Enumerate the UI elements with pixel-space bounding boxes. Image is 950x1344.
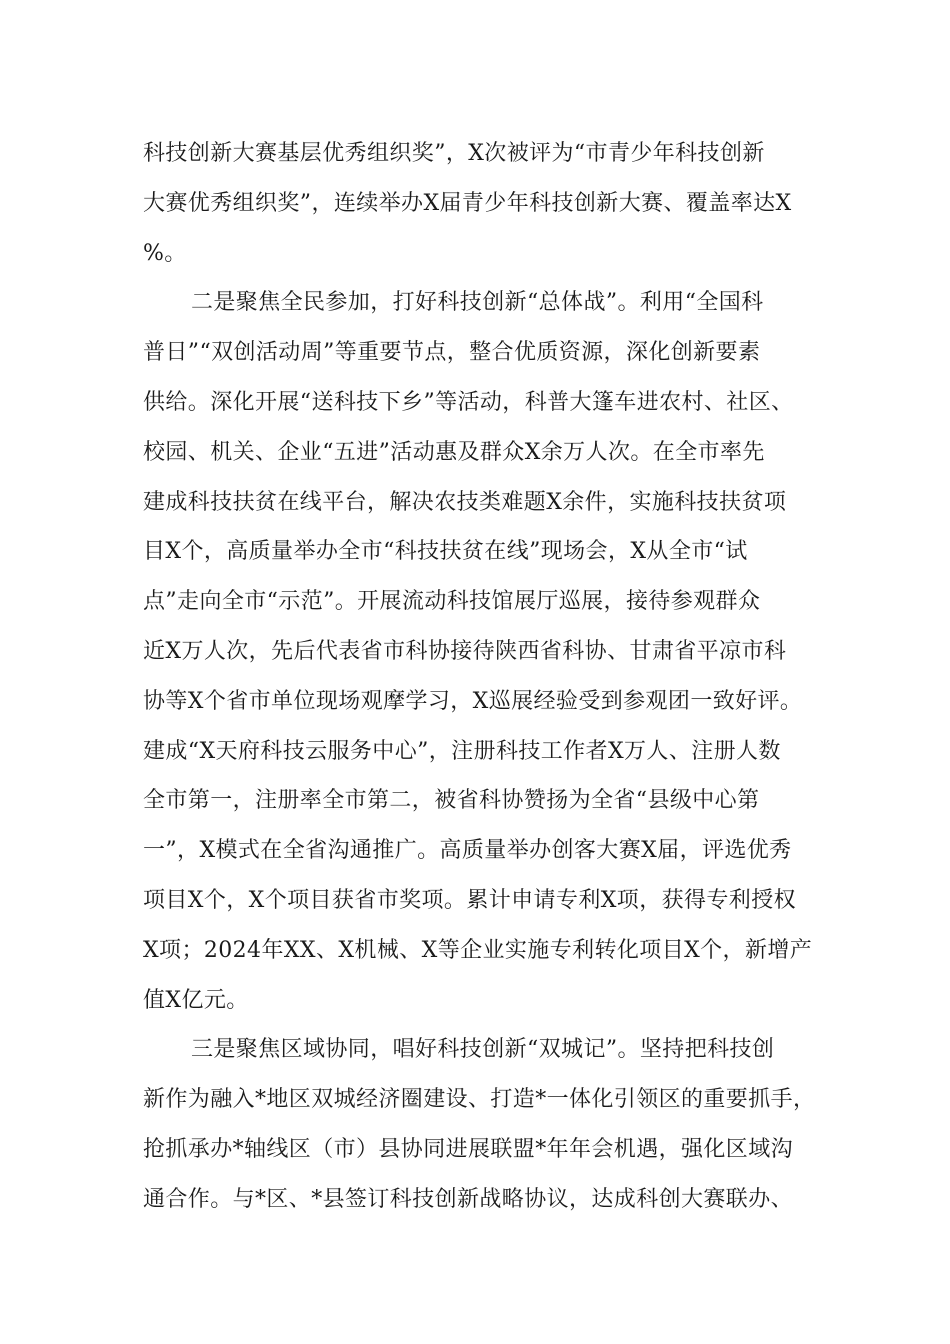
text-line: 科技创新大赛基层优秀组织奖”，X次被评为“市青少年科技创新 <box>143 141 765 166</box>
text-line: 校园、机关、企业“五进”活动惠及群众X余万人次。在全市率先 <box>143 439 765 465</box>
text-line: X项；2024年XX、X机械、X等企业实施专利转化项目X个，新增产 <box>143 937 813 963</box>
text-line: 新作为融入*地区双城经济圈建设、打造*一体化引领区的重要抓手， <box>143 1087 816 1113</box>
text-line: 供给。深化开展“送科技下乡”等活动，科普大篷车进农村、社区、 <box>143 389 794 415</box>
text-line: 一”，X模式在全省沟通推广。高质量举办创客大赛X届，评选优秀 <box>143 838 792 864</box>
text-line: 抢抓承办*轴线区（市）县协同进展联盟*年年会机遇，强化区域沟 <box>143 1136 794 1162</box>
text-line: 通合作。与*区、*县签订科技创新战略协议，达成科创大赛联办、 <box>143 1186 794 1212</box>
paragraph-start-line: 三是聚焦区域协同，唱好科技创新“双城记”。坚持把科技创 <box>191 1037 775 1063</box>
text-line: 值X亿元。 <box>143 987 249 1013</box>
text-line: 目X个，高质量举办全市“科技扶贫在线”现场会，X从全市“试 <box>143 539 748 565</box>
text-line: 建成科技扶贫在线平台，解决农技类难题X余件，实施科技扶贫项 <box>143 489 787 515</box>
text-line: 协等X个省市单位现场观摩学习，X巡展经验受到参观团一致好评。 <box>143 688 803 714</box>
text-line: 全市第一，注册率全市第二，被省科协赞扬为全省“县级中心第 <box>143 788 760 814</box>
text-line: 近X万人次，先后代表省市科协接待陕西省科协、甘肃省平凉市科 <box>143 638 787 664</box>
body-text <box>143 129 823 1225</box>
text-line: 点”走向全市“示范”。开展流动科技馆展厅巡展，接待参观群众 <box>143 589 761 615</box>
paragraph-start-line: 二是聚焦全民参加，打好科技创新“总体战”。利用“全国科 <box>191 290 764 316</box>
text-line: 大赛优秀组织奖”，连续举办X届青少年科技创新大赛、覆盖率达X <box>143 190 792 216</box>
text-line: 项目X个，X个项目获省市奖项。累计申请专利X项，获得专利授权 <box>143 887 796 913</box>
text-line: 建成“X天府科技云服务中心”，注册科技工作者X万人、注册人数 <box>143 738 781 764</box>
text-line: 普日”“双创活动周”等重要节点，整合优质资源，深化创新要素 <box>143 340 761 366</box>
text-line: %。 <box>143 240 187 266</box>
